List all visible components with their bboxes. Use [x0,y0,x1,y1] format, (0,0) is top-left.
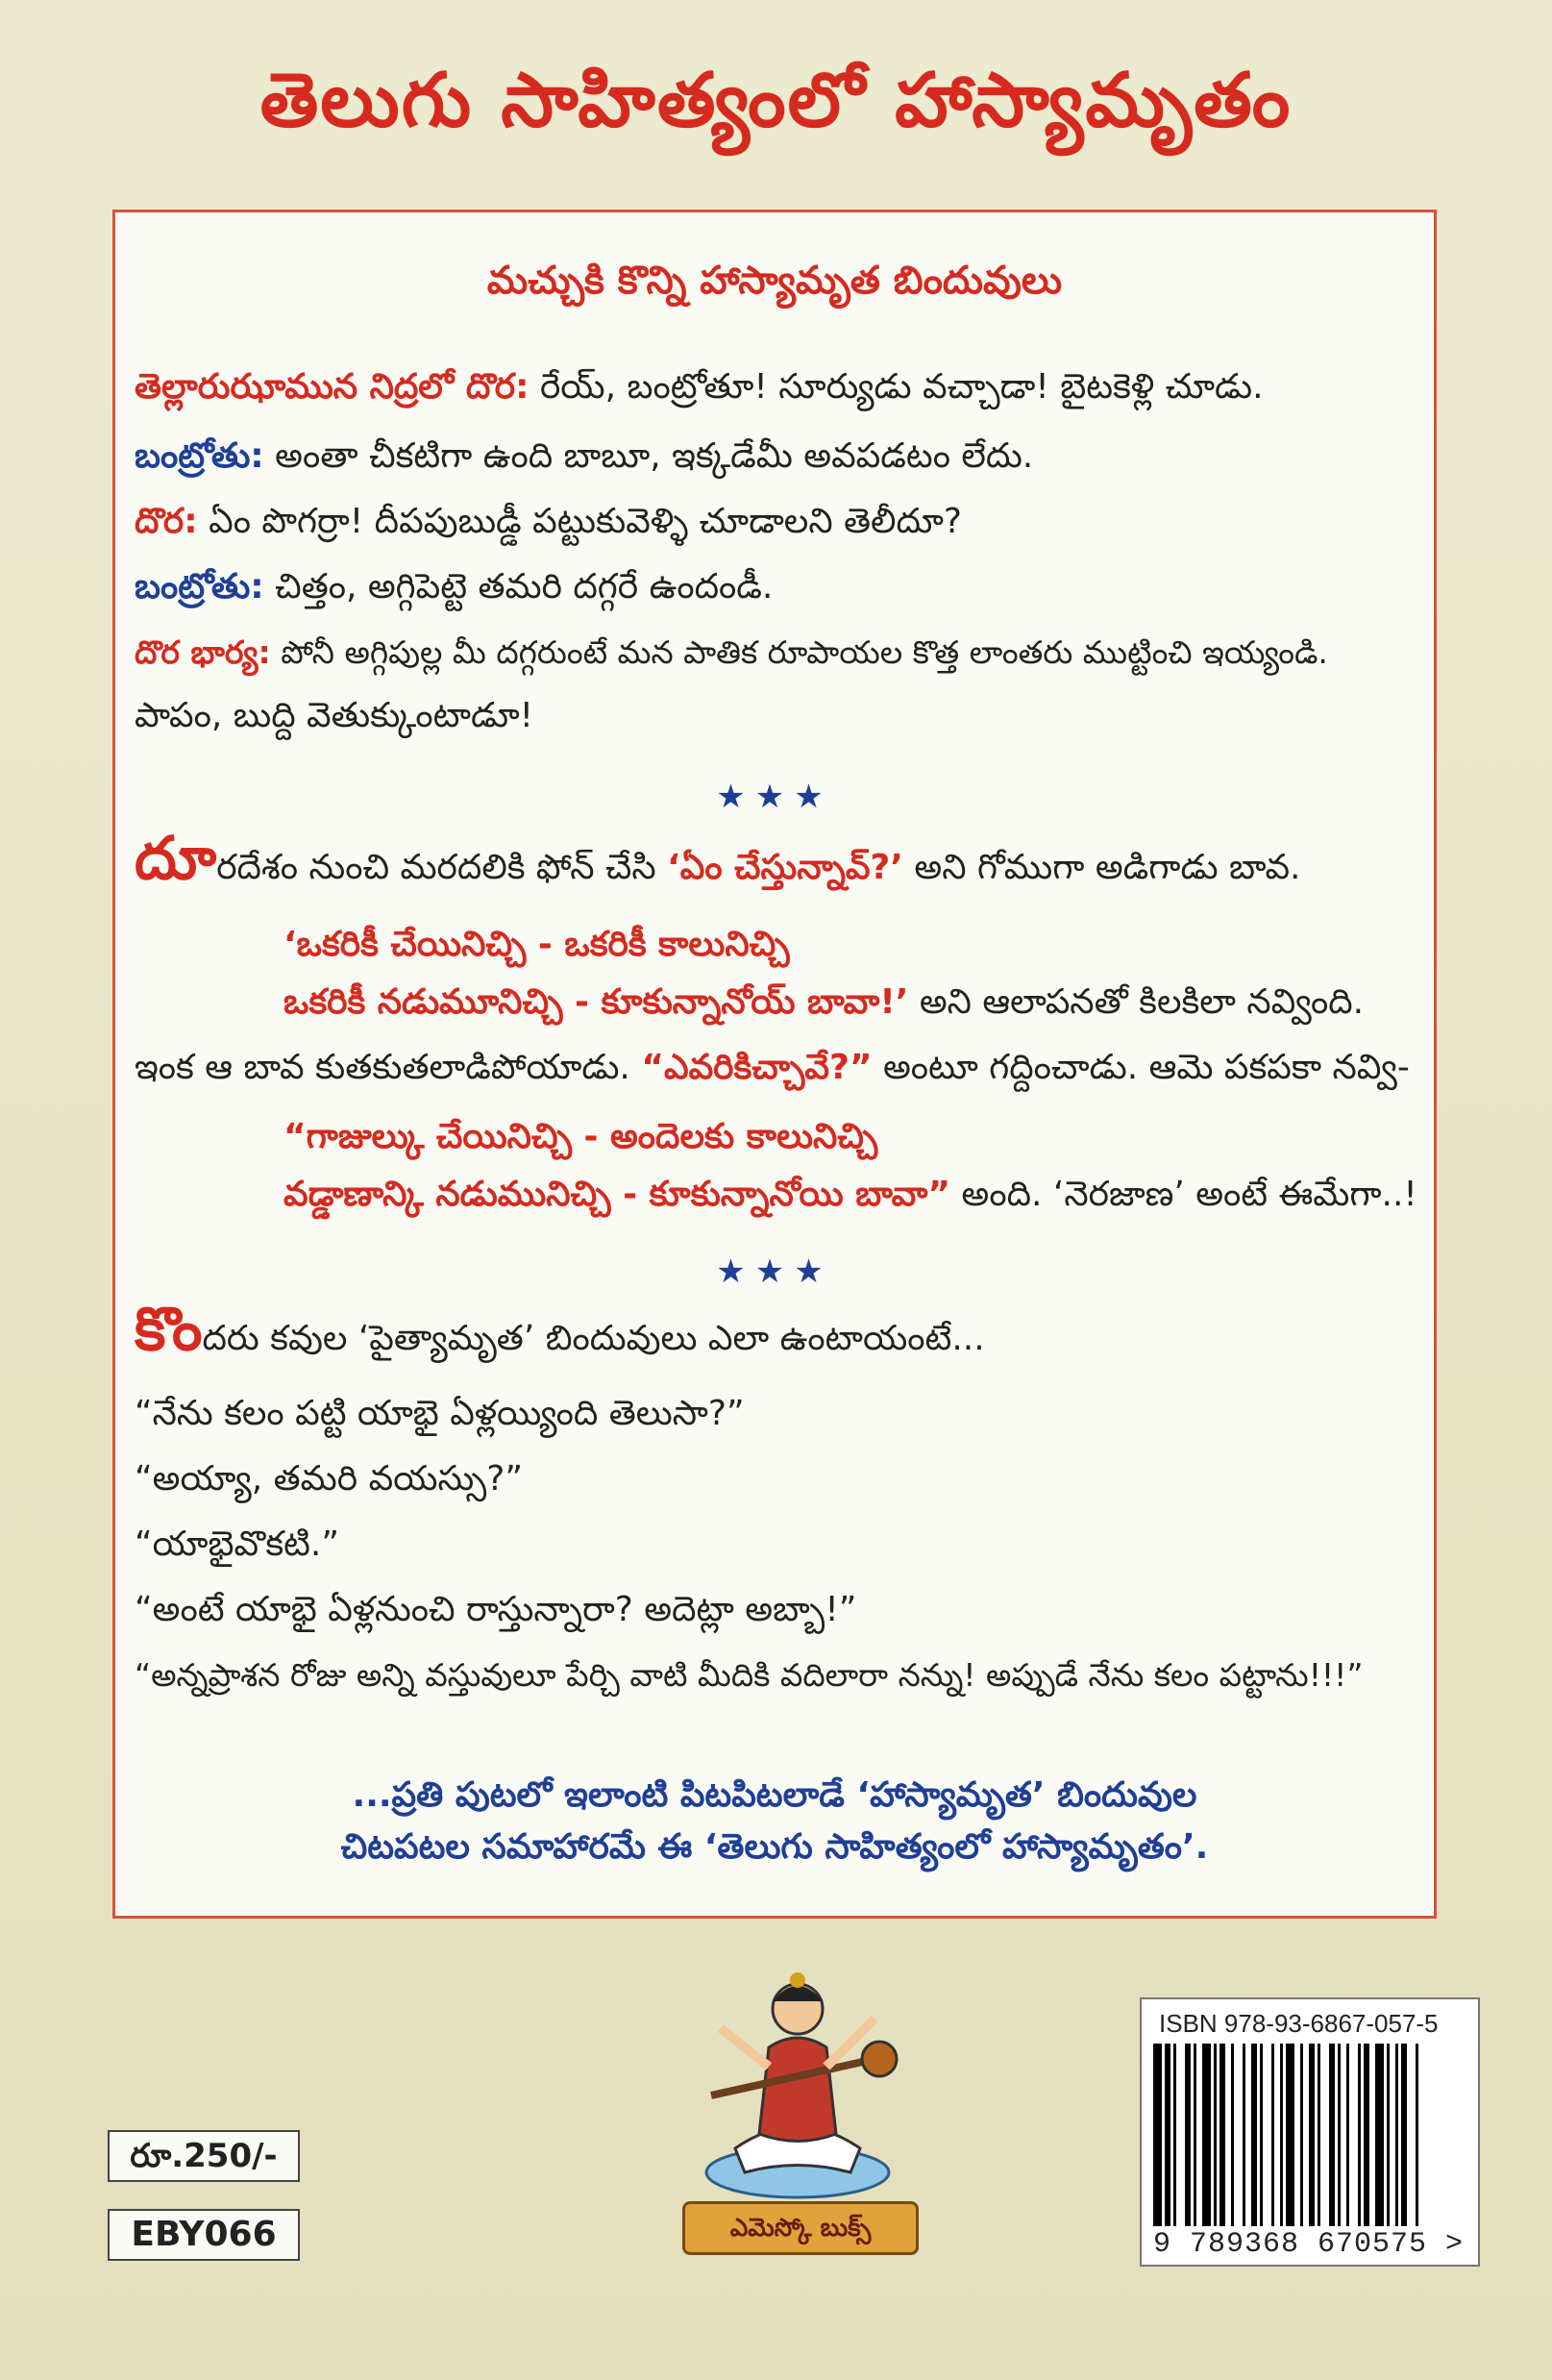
barcode-bar [1387,2044,1390,2226]
barcode-bar [1260,2044,1263,2226]
quoted-text: ‘ఏం చేస్తున్నావ్?’ [667,848,903,887]
dialogue-line [135,632,1328,674]
barcode-bar [1329,2044,1335,2226]
dialogue-text: పోనీ అగ్గిపుల్ల మీ దగ్గరుంటే మన పాతిక రూపాయల కొత్త లాంతరు ముట్టించి ఇయ్యండి. [270,633,1328,671]
book-title: తెలుగు సాహిత్యంలో హాస్యామృతం [259,58,1293,144]
isbn-label: ISBN 978-93-6867-057-5 [1159,2009,1439,2038]
quoted-text: “ఎవరికిచ్చావే?” [641,1048,873,1087]
story-text: రదేశం నుంచి మరదలికి ఫోన్ చేసి [216,848,668,887]
quote-line: “యాభైవొకటి.” [135,1525,340,1564]
barcode-bar [1251,2044,1257,2226]
closing-text [115,1770,1434,1873]
verse-text: ‘ఒకరికీ చేయినిచ్చి - ఒకరికీ కాలునిచ్చి [283,925,790,964]
barcode-bar [1271,2044,1274,2226]
dialogue-line [135,435,1033,478]
speaker-label: బంట్రోతు: [135,436,264,476]
speaker-label: తెల్లారుఝామున నిద్రలో దొర: [135,367,530,407]
barcode-bar [1185,2044,1191,2226]
dialogue-text: అంతా చీకటిగా ఉంది బాబూ, ఇక్కడేమీ అవపడటం లేదు. [263,436,1034,476]
story-text: అంటూ గద్దించాడు. ఆమె పకపకా నవ్వి- [872,1048,1410,1087]
closing-line: చిటపటల సమాహారమే ఈ ‘తెలుగు సాహిత్యంలో హాస్యామృతం’. [340,1827,1209,1867]
closing-line: ...ప్రతి పుటలో ఇలాంటి పిటపిటలాడే ‘హాస్యామృత’ బిందువుల [352,1775,1197,1815]
dialogue-line [135,566,773,608]
barcode-bar [1194,2044,1196,2226]
barcode-bar [1318,2044,1320,2226]
barcode-bar [1364,2044,1369,2226]
book-code: EBY066 [108,2209,300,2261]
verse-line [283,1174,1417,1216]
story-text: అని ఆలాపనతో కిలకిలా నవ్వింది. [908,982,1365,1022]
dialogue-line [135,366,1264,409]
barcode-bar [1153,2044,1162,2226]
publisher-name: ఎమెస్కో బుక్స్ [682,2201,919,2255]
dialogue-text: చిత్తం, అగ్గిపెట్టె తమరి దగ్గరే ఉందండీ. [263,567,774,607]
barcode-bar [1280,2044,1283,2226]
barcode-bar [1286,2044,1294,2226]
dialogue-text: ఏం పొగర్రా! దీపపుబుడ్డీ పట్టుకువెళ్ళి చూడాలని తెలీదూ? [197,502,963,541]
barcode-bar [1173,2044,1176,2226]
barcode-bar [1219,2044,1225,2226]
story3-line1 [135,1294,985,1364]
speaker-label: దొర భార్య: [135,633,271,671]
isbn-digits: 9 789368 670575 > [1153,2228,1465,2261]
panel-subtitle: మచ్చుకి కొన్ని హాస్యామృత బిందువులు [486,259,1063,303]
price-tag: రూ.250/- [108,2130,300,2182]
drop-cap: దూ [135,823,217,893]
barcode-bar [1395,2044,1398,2226]
verse-line [283,1116,877,1158]
story2-line1 [135,823,1301,893]
speaker-label: దొర: [135,502,198,541]
barcode-bars-icon [1153,2044,1470,2226]
quote-line: “అంటే యాభై ఏళ్లనుంచి రాస్తున్నారా? అదెట్లా అబ్బా!” [135,1590,857,1629]
quote-line: “అన్నప్రాశన రోజు అన్ని వస్తువులూ పేర్చి వాటి మీదికి వదిలారా నన్ను! అప్పుడే నేను కలం పట్టాను!!!” [135,1656,1364,1694]
content-panel [112,210,1437,1919]
dialogue-text: పాపం, బుద్ది వెతుక్కుంటాడూ! [135,696,534,735]
barcode-bar [1375,2044,1384,2226]
verse-text: “గాజుల్కు చేయినిచ్చి - అందెలకు కాలునిచ్చి [283,1117,878,1156]
publisher-logo [653,1942,942,2259]
story-text: దరు కవుల ‘పైత్యామృత’ బిందువులు ఎలా ఉంటాయంటే... [202,1319,985,1358]
barcode-bar [1300,2044,1303,2226]
barcode-bar [1401,2044,1407,2226]
story-text: అని గోముగా అడిగాడు బావ. [902,848,1301,887]
story2-line2 [135,1047,1410,1089]
speaker-label: బంట్రోతు: [135,567,264,607]
story-text: అంది. ‘నెరజాణ’ అంటే ఈమేగా..! [950,1175,1417,1214]
drop-cap: కొం [135,1294,203,1364]
verse-text: వడ్డాణాన్కి నడుమునిచ్చి - కూకున్నానోయి బావా” [283,1175,951,1214]
isbn-barcode [1140,1997,1480,2267]
barcode-bar [1202,2044,1211,2226]
dialogue-text: రేయ్, బంట్రోతూ! సూర్యుడు వచ్చాడా! బైటకెళ్లి చూడు. [529,367,1264,407]
barcode-bar [1309,2044,1315,2226]
story-text: ఇంక ఆ బావ కుతకుతలాడిపోయాడు. [135,1048,642,1087]
section-divider-stars: ★★★ [716,1252,833,1291]
barcode-bar [1231,2044,1234,2226]
barcode-bar [1214,2044,1217,2226]
verse-text: ఒకరికీ నడుమూనిచ్చి - కూకున్నానోయ్ బావా!’ [283,982,909,1022]
quote-line: “నేను కలం పట్టి యాభై ఏళ్లయ్యింది తెలుసా?” [135,1394,745,1433]
barcode-bar [1243,2044,1245,2226]
barcode-bar [1358,2044,1361,2226]
barcode-bar [1338,2044,1341,2226]
barcode-bar [1346,2044,1349,2226]
barcode-bar [1416,2044,1418,2226]
verse-line [283,924,790,966]
dialogue-line [135,501,962,543]
dialogue-line [135,695,533,737]
barcode-bar [1165,2044,1170,2226]
section-divider-stars: ★★★ [716,778,833,816]
quote-line: “అయ్యా, తమరి వయస్సు?” [135,1459,523,1499]
verse-line [283,981,1364,1024]
